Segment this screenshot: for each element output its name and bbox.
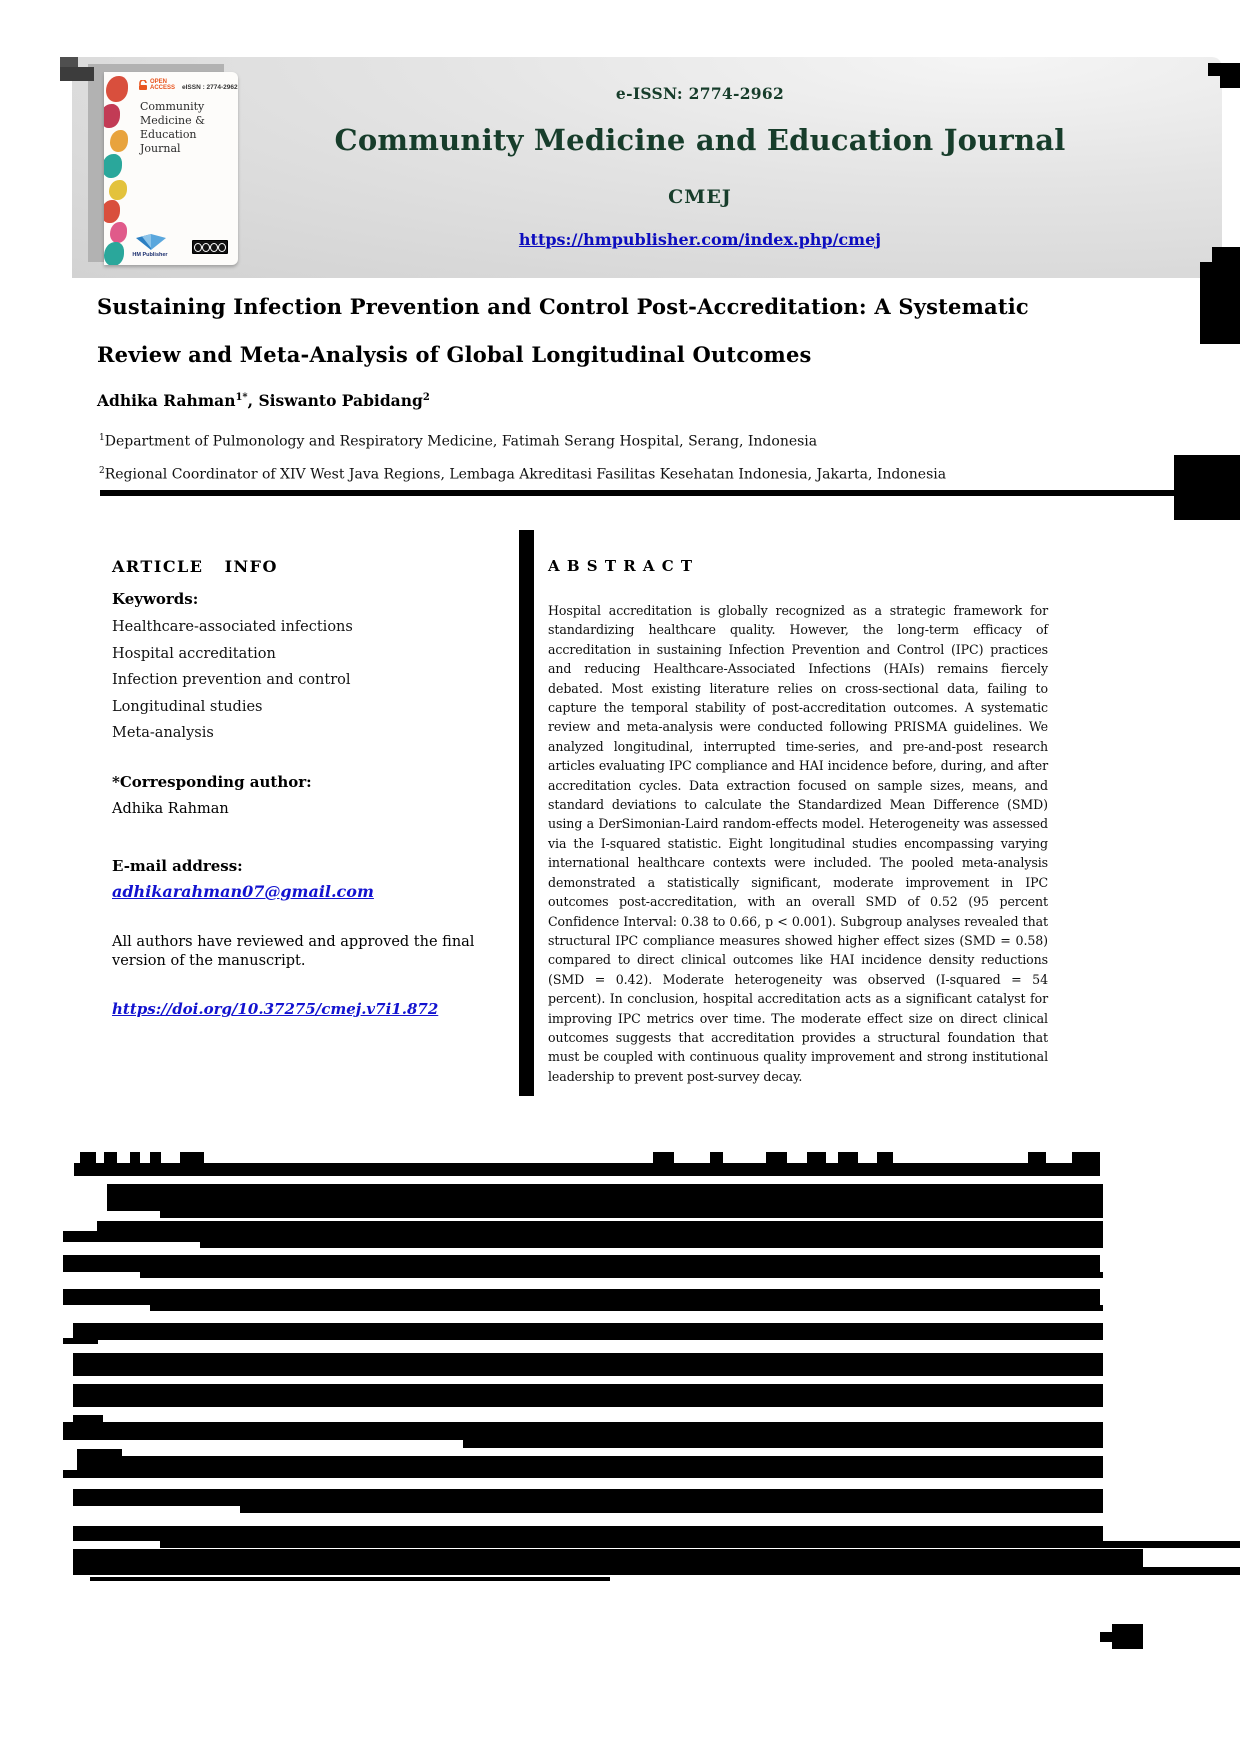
redaction-bar	[107, 1184, 1103, 1211]
handprint-shape	[104, 104, 120, 128]
journal-eissn: e-ISSN: 2774-2962	[615, 84, 785, 103]
article-info-heading: ARTICLE INFO	[112, 557, 278, 576]
redaction-bar	[463, 1440, 1103, 1448]
keyword-item: Meta-analysis	[112, 725, 214, 741]
redaction-bar	[63, 1231, 1103, 1242]
redaction-bar	[90, 1577, 610, 1581]
redaction-bar	[240, 1506, 1103, 1513]
redaction-bar	[160, 1541, 1240, 1548]
redaction-bar	[63, 1289, 1100, 1305]
keyword-item: Infection prevention and control	[112, 672, 351, 688]
keyword-item: Healthcare-associated infections	[112, 619, 353, 635]
author-statement: All authors have reviewed and approved the final version of the manuscript.	[112, 934, 475, 969]
handprint-shape	[104, 242, 124, 265]
redaction-bar	[73, 1549, 1143, 1567]
article-title: Sustaining Infection Prevention and Control Post-Accreditation: A Systematic Review and Meta-Analysis of Global Longitudinal Outcomes	[97, 294, 1029, 367]
redaction-bar	[77, 1449, 122, 1456]
redaction-bar	[63, 1422, 1103, 1440]
abstract-heading: A B S T R A C T	[548, 557, 694, 575]
keyword-item: Hospital accreditation	[112, 645, 276, 662]
cc-license-icons	[192, 240, 228, 254]
email-link[interactable]: adhikarahman07@gmail.com	[112, 882, 374, 901]
redaction-bar	[73, 1526, 1103, 1541]
redaction-bar	[1174, 455, 1240, 520]
keywords-list	[112, 614, 353, 747]
redaction-bar	[160, 1211, 1103, 1218]
redaction-bar	[73, 1353, 1103, 1376]
abstract-section	[548, 557, 1048, 1086]
redaction-bar	[1208, 63, 1240, 76]
affiliations	[99, 424, 1119, 489]
redaction-bar	[73, 1415, 103, 1422]
corresponding-author-label: *Corresponding author:	[112, 773, 312, 791]
open-access-padlock-icon	[138, 80, 148, 91]
column-divider-bar	[519, 530, 534, 1096]
journal-abbreviation: CMEJ	[668, 186, 732, 208]
abstract-body: Hospital accreditation is globally recognized as a strategic framework for standardizing healthcare quality. However, the long-term efficacy of accreditation in sustaining Infection Prevention and Control (IPC) practices and reducing Healthcare-Associated Infections (HAIs) remains fiercely debated. Most existing literature relies on cross-sectional data, failing to capture the temporal stability of post-accreditation outcomes. A systematic review and meta-analysis were conducted following PRISMA guidelines. We analyzed longitudinal, interrupted time-series, and pre-and-post research articles evaluating IPC compliance and HAI incidence before, during, and after accreditation cycles. Data extraction focused on sample sizes, means, and standard deviations to calculate the Standardized Mean Difference (SMD) using a DerSimonian-Laird random-effects model. Heterogeneity was assessed via the I-squared statistic. Eight longitudinal studies encompassing varying international healthcare contexts were included. The pooled meta-analysis demonstrated a statistically significant, moderate improvement in IPC outcomes post-accreditation, with an overall SMD of 0.52 (95 percent Confidence Interval: 0.38 to 0.66, p < 0.001). Subgroup analyses revealed that structural IPC compliance measures showed higher effect sizes (SMD = 0.58) compared to direct clinical outcomes like HAI incidence density reductions (SMD = 0.42). Moderate heterogeneity was observed (I-squared = 54 percent). In conclusion, hospital accreditation acts as a significant catalyst for improving IPC metrics over time. The moderate effect size on direct clinical outcomes suggests that accreditation provides a structural foundation that must be coupled with continuous quality improvement and strong institutional leadership to prevent post-survey decay.	[548, 603, 1048, 1084]
affiliation-1: $^1$Department of Pulmonology and Respiratory Medicine, Fatimah Serang Hospital, Serang, Indonesia	[99, 433, 818, 450]
redaction-bar	[63, 1255, 1100, 1272]
publisher-book-icon	[132, 230, 170, 252]
redaction-bar	[63, 1470, 79, 1478]
redaction-bar	[63, 1338, 98, 1344]
redaction-bar	[150, 1305, 1103, 1311]
email-label: E-mail address:	[112, 857, 243, 875]
redaction-bar	[1200, 262, 1213, 344]
journal-url-link[interactable]: https://hmpublisher.com/index.php/cmej	[518, 230, 882, 249]
handprint-shape	[104, 154, 122, 178]
redaction-bar	[1112, 1624, 1143, 1649]
handprint-shape	[110, 130, 128, 152]
redaction-bar	[140, 1272, 1103, 1278]
open-access-label: OPEN ACCESS	[150, 79, 176, 91]
handprint-shape	[106, 76, 128, 102]
keywords-label: Keywords:	[112, 590, 199, 608]
keyword-item: Longitudinal studies	[112, 698, 263, 715]
redaction-bar	[77, 1456, 1103, 1478]
handprint-shape	[110, 222, 127, 243]
section-divider-rule	[100, 490, 1225, 496]
redaction-bar	[73, 1384, 1103, 1407]
affiliation-2: $^2$Regional Coordinator of XIV West Java Regions, Lembaga Akreditasi Fasilitas Kesehatan Indonesia, Jakarta, Indonesia	[99, 465, 947, 483]
corresponding-author-name: Adhika Rahman	[112, 801, 229, 817]
redaction-bar	[1220, 76, 1240, 88]
redaction-bar	[73, 1489, 1103, 1506]
cover-title: Community Medicine & Education Journal	[140, 100, 205, 155]
redaction-bar	[74, 1163, 1100, 1176]
redaction-bar	[1212, 247, 1240, 344]
redaction-bar	[73, 1567, 1240, 1575]
publisher-name: HM Publisher	[132, 252, 168, 258]
redaction-bar	[73, 1323, 1103, 1340]
scan-artifact	[60, 67, 94, 81]
doi-link[interactable]: https://doi.org/10.37275/cmej.v7i1.872	[112, 1000, 439, 1018]
author-line: Adhika Rahman$^{1*}$, Siswanto Pabidang$^2$	[97, 391, 430, 410]
journal-cover-image	[104, 72, 238, 265]
journal-name: Community Medicine and Education Journal	[334, 123, 1066, 157]
redaction-bar	[200, 1242, 1103, 1248]
cover-eissn: eISSN : 2774-2962	[182, 84, 238, 91]
handprint-shape	[109, 180, 127, 200]
redaction-bar	[1100, 1632, 1114, 1642]
handprint-shape	[104, 200, 120, 223]
